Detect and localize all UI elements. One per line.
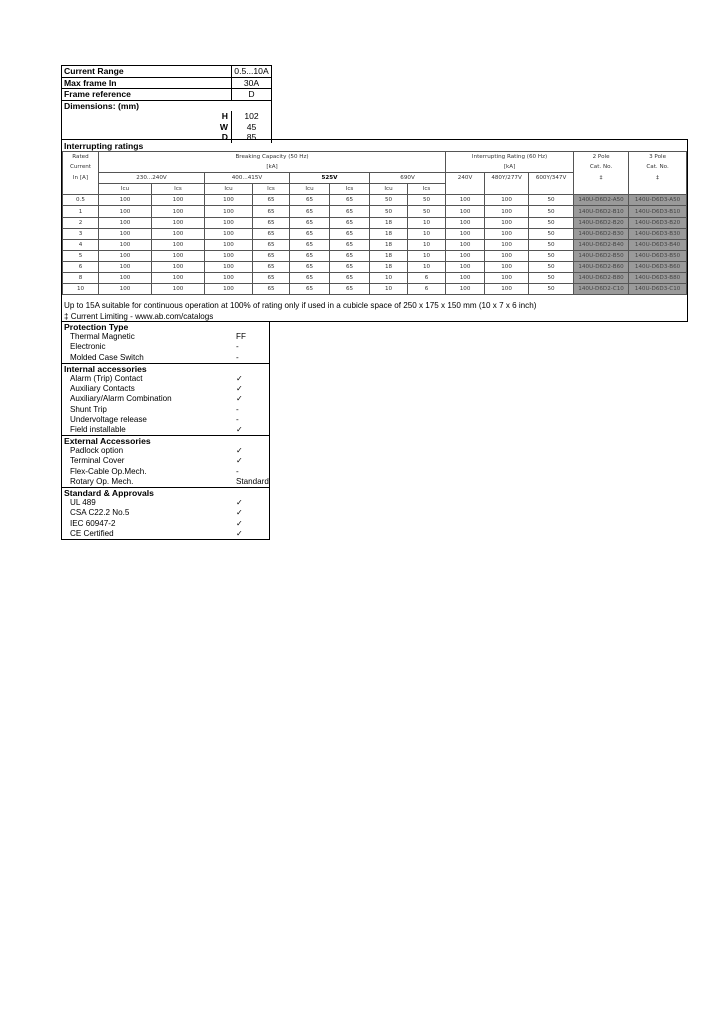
spec-max-frame-row <box>62 78 271 90</box>
voltage-header: 240V <box>446 173 485 195</box>
feature-label: Molded Case Switch <box>70 352 144 362</box>
feature-item <box>62 394 269 404</box>
rating-row <box>63 206 687 217</box>
rating-value-cell: 50 <box>529 261 574 272</box>
rating-value-cell: 100 <box>99 228 152 239</box>
rating-value-cell: 50 <box>529 239 574 250</box>
feature-value: - <box>236 466 239 476</box>
section-title: External Accessories <box>64 436 151 447</box>
rating-value-cell: 65 <box>290 284 330 295</box>
rating-value-cell: 50 <box>529 284 574 295</box>
feature-value: - <box>236 414 239 424</box>
ka-unit: [kA] <box>446 162 574 173</box>
ratings-notes <box>64 301 536 322</box>
rating-row <box>63 284 687 295</box>
rating-value-cell: 65 <box>290 261 330 272</box>
rating-value-cell: 100 <box>99 239 152 250</box>
rating-value-cell: 100 <box>485 284 529 295</box>
rated-header: Rated <box>63 152 99 163</box>
rating-value-cell: 65 <box>253 206 290 217</box>
rating-value-cell: 100 <box>205 250 253 261</box>
feature-value: ✓ <box>236 384 243 394</box>
cat-no-cell: 140U-D6D2-C10 <box>574 284 629 295</box>
cat-no-header: Cat. No. <box>574 162 629 173</box>
cat-no-cell: 140U-D6D3-B40 <box>629 239 687 250</box>
feature-section <box>62 363 269 435</box>
feature-value: - <box>236 352 239 362</box>
rating-value-cell: 100 <box>152 206 205 217</box>
feature-label: Auxiliary Contacts <box>70 384 135 394</box>
rating-value-cell: 100 <box>205 284 253 295</box>
spec-dimensions-row <box>62 101 271 112</box>
rating-value-cell: 100 <box>446 217 485 228</box>
cat-no-cell: 140U-D6D3-B30 <box>629 228 687 239</box>
rating-value-cell: 100 <box>205 273 253 284</box>
rating-value-cell: 50 <box>529 217 574 228</box>
feature-label: Terminal Cover <box>70 456 125 466</box>
rating-value-cell: 100 <box>446 195 485 206</box>
interrupting-ratings-box <box>61 139 688 322</box>
rating-value-cell: 100 <box>446 206 485 217</box>
feature-value: ✓ <box>236 498 243 508</box>
rating-value-cell: 50 <box>370 206 408 217</box>
rating-value-cell: 50 <box>408 195 446 206</box>
sub-header: Icu <box>99 184 152 195</box>
rating-value-cell: 50 <box>529 250 574 261</box>
rating-value-cell: 100 <box>485 239 529 250</box>
rating-value-cell: 100 <box>152 273 205 284</box>
spec-current-range-row <box>62 66 271 78</box>
feature-item <box>62 353 269 363</box>
rating-value-cell: 100 <box>99 284 152 295</box>
features-box <box>61 322 270 540</box>
spec-label: Max frame In <box>62 78 232 89</box>
sub-header: Icu <box>205 184 253 195</box>
ka-unit: [kA] <box>99 162 446 173</box>
voltage-header: 525V <box>290 173 370 184</box>
rating-value-cell: 18 <box>370 250 408 261</box>
feature-value: - <box>236 342 239 352</box>
cat-no-cell: 140U-D6D2-A50 <box>574 195 629 206</box>
rating-value-cell: 65 <box>290 217 330 228</box>
feature-item <box>62 374 269 384</box>
rating-value-cell: 6 <box>408 284 446 295</box>
rating-value-cell: 100 <box>99 217 152 228</box>
rating-value-cell: 65 <box>330 250 370 261</box>
voltage-header: 400...415V <box>205 173 290 184</box>
feature-value: ✓ <box>236 394 243 404</box>
feature-value: Standard <box>236 476 269 486</box>
rated-current-cell: 6 <box>63 261 99 272</box>
breaking-capacity-header: Breaking Capacity (50 Hz) <box>99 152 446 163</box>
rating-value-cell: 100 <box>152 239 205 250</box>
cat-no-cell: 140U-D6D3-B80 <box>629 273 687 284</box>
spec-dim-w <box>62 122 271 133</box>
rating-value-cell: 100 <box>205 206 253 217</box>
ratings-table <box>62 151 687 295</box>
rating-value-cell: 100 <box>446 250 485 261</box>
cat-no-cell: 140U-D6D3-B60 <box>629 261 687 272</box>
spec-value: 30A <box>243 77 260 88</box>
rating-row <box>63 239 687 250</box>
section-title: Protection Type <box>64 322 129 332</box>
dim-label: H <box>62 111 232 122</box>
rating-value-cell: 50 <box>529 273 574 284</box>
sub-header: Ics <box>408 184 446 195</box>
rating-value-cell: 100 <box>205 228 253 239</box>
feature-item <box>62 467 269 477</box>
feature-item <box>62 332 269 342</box>
sub-header: Ics <box>253 184 290 195</box>
rated-current-cell: 10 <box>63 284 99 295</box>
rating-value-cell: 100 <box>485 273 529 284</box>
spec-label: Dimensions: (mm) <box>64 100 139 111</box>
feature-section <box>62 322 269 363</box>
rating-value-cell: 100 <box>446 273 485 284</box>
rating-value-cell: 18 <box>370 261 408 272</box>
rating-value-cell: 65 <box>330 228 370 239</box>
sub-header: Ics <box>330 184 370 195</box>
dagger-mark: ‡ <box>629 173 687 195</box>
cat-no-cell: 140U-D6D2-B20 <box>574 217 629 228</box>
feature-item <box>62 477 269 487</box>
feature-value: ✓ <box>236 518 243 528</box>
feature-value: ✓ <box>236 508 243 518</box>
rating-value-cell: 100 <box>446 239 485 250</box>
rating-value-cell: 100 <box>99 250 152 261</box>
rated-current-cell: 3 <box>63 228 99 239</box>
sub-header: Ics <box>152 184 205 195</box>
rating-value-cell: 65 <box>253 250 290 261</box>
rating-value-cell: 100 <box>99 273 152 284</box>
rating-value-cell: 65 <box>290 228 330 239</box>
rating-value-cell: 10 <box>370 284 408 295</box>
dim-value: 85 <box>246 132 257 142</box>
spec-label: Current Range <box>62 66 232 77</box>
rating-value-cell: 50 <box>370 195 408 206</box>
rating-value-cell: 100 <box>485 250 529 261</box>
rating-value-cell: 10 <box>408 250 446 261</box>
feature-value: ✓ <box>236 446 243 456</box>
rating-value-cell: 50 <box>529 228 574 239</box>
rating-row <box>63 195 687 206</box>
header-row <box>63 162 687 173</box>
rating-value-cell: 100 <box>205 217 253 228</box>
rating-value-cell: 100 <box>152 228 205 239</box>
feature-label: Auxiliary/Alarm Combination <box>70 394 172 404</box>
feature-item <box>62 519 269 529</box>
rated-current-cell: 8 <box>63 273 99 284</box>
pole2-header: 2 Pole <box>574 152 629 163</box>
rated-current-cell: 0.5 <box>63 195 99 206</box>
sub-header: Icu <box>290 184 330 195</box>
spec-value: D <box>248 89 255 99</box>
spec-box <box>61 65 272 143</box>
rating-value-cell: 50 <box>529 195 574 206</box>
rating-row <box>63 217 687 228</box>
rating-value-cell: 65 <box>253 284 290 295</box>
feature-value: ✓ <box>236 456 243 466</box>
dim-label: W <box>62 122 232 133</box>
spec-label: Frame reference <box>62 89 232 100</box>
rating-value-cell: 65 <box>290 250 330 261</box>
rating-value-cell: 100 <box>152 250 205 261</box>
in-header: In [A] <box>63 173 99 184</box>
feature-label: IEC 60947-2 <box>70 518 116 528</box>
rating-value-cell: 65 <box>330 284 370 295</box>
ratings-body <box>63 195 687 295</box>
rating-value-cell: 10 <box>370 273 408 284</box>
feature-label: CSA C22.2 No.5 <box>70 508 130 518</box>
feature-item <box>62 342 269 352</box>
rating-value-cell: 100 <box>205 261 253 272</box>
rating-value-cell: 100 <box>152 217 205 228</box>
rating-value-cell: 65 <box>330 195 370 206</box>
section-title: Standard & Approvals <box>64 488 154 498</box>
rating-value-cell: 100 <box>485 195 529 206</box>
rating-value-cell: 100 <box>99 206 152 217</box>
feature-label: Alarm (Trip) Contact <box>70 373 143 383</box>
rating-value-cell: 18 <box>370 217 408 228</box>
feature-value: ✓ <box>236 424 243 434</box>
current-header: Current <box>63 162 99 173</box>
feature-item <box>62 384 269 394</box>
sub-header: Icu <box>370 184 408 195</box>
rating-value-cell: 100 <box>205 195 253 206</box>
rating-value-cell: 65 <box>253 217 290 228</box>
rating-value-cell: 65 <box>330 261 370 272</box>
feature-label: Rotary Op. Mech. <box>70 476 134 486</box>
voltage-header: 230...240V <box>99 173 205 184</box>
feature-label: CE Certified <box>70 528 114 538</box>
cat-no-cell: 140U-D6D2-B10 <box>574 206 629 217</box>
ratings-title: Interrupting ratings <box>64 141 144 151</box>
rating-value-cell: 100 <box>205 239 253 250</box>
feature-label: Electronic <box>70 342 106 352</box>
cat-no-cell: 140U-D6D2-B50 <box>574 250 629 261</box>
feature-label: Padlock option <box>70 446 124 456</box>
rating-value-cell: 100 <box>152 195 205 206</box>
dim-value: 102 <box>244 111 259 121</box>
feature-item <box>62 456 269 466</box>
rating-row <box>63 273 687 284</box>
feature-value: ✓ <box>236 373 243 383</box>
rated-current-cell: 2 <box>63 217 99 228</box>
rating-value-cell: 65 <box>290 206 330 217</box>
feature-label: Thermal Magnetic <box>70 332 135 342</box>
rated-current-cell: 1 <box>63 206 99 217</box>
section-title: Internal accessories <box>64 363 147 374</box>
rating-value-cell: 6 <box>408 273 446 284</box>
voltage-header: 690V <box>370 173 446 184</box>
rating-row <box>63 250 687 261</box>
cat-no-header: Cat. No. <box>629 162 687 173</box>
feature-value: ✓ <box>236 528 243 538</box>
rating-value-cell: 50 <box>529 206 574 217</box>
spec-value: 0.5...10A <box>234 66 269 76</box>
cubicle-note: Up to 15A suitable for continuous operation at 100% of rating only if used in a cubicle space of 250 x 175 x 150 mm (10 x 7 x 6 inch) <box>64 301 537 310</box>
rating-value-cell: 100 <box>446 261 485 272</box>
rated-current-cell: 4 <box>63 239 99 250</box>
feature-item <box>62 405 269 415</box>
dim-value: 45 <box>246 121 257 132</box>
feature-label: Shunt Trip <box>70 404 107 414</box>
rating-value-cell: 100 <box>485 228 529 239</box>
feature-label: Flex-Cable Op.Mech. <box>70 466 147 476</box>
feature-item <box>62 425 269 435</box>
feature-section <box>62 435 269 487</box>
voltage-header: 480Y/277V <box>485 173 529 195</box>
cat-no-cell: 140U-D6D3-B50 <box>629 250 687 261</box>
voltage-header: 600Y/347V <box>529 173 574 195</box>
feature-item <box>62 529 269 539</box>
rating-value-cell: 65 <box>253 239 290 250</box>
feature-value: - <box>236 404 239 414</box>
rated-current-cell: 5 <box>63 250 99 261</box>
cat-no-cell: 140U-D6D3-C10 <box>629 284 687 295</box>
rating-value-cell: 100 <box>99 195 152 206</box>
rating-value-cell: 10 <box>408 239 446 250</box>
rating-value-cell: 100 <box>99 261 152 272</box>
rating-value-cell: 100 <box>446 228 485 239</box>
cat-no-cell: 140U-D6D2-B60 <box>574 261 629 272</box>
feature-label: Undervoltage release <box>70 414 147 424</box>
rating-value-cell: 100 <box>485 206 529 217</box>
rating-value-cell: 65 <box>290 195 330 206</box>
dagger-mark: ‡ <box>574 173 629 195</box>
rating-value-cell: 65 <box>330 273 370 284</box>
rating-value-cell: 100 <box>152 284 205 295</box>
feature-item <box>62 446 269 456</box>
rating-value-cell: 65 <box>253 228 290 239</box>
pole3-header: 3 Pole <box>629 152 687 163</box>
rating-value-cell: 65 <box>253 261 290 272</box>
spec-dim-h <box>62 111 271 122</box>
cat-no-cell: 140U-D6D3-B10 <box>629 206 687 217</box>
rating-value-cell: 65 <box>253 273 290 284</box>
rating-value-cell: 10 <box>408 217 446 228</box>
feature-label: Field installable <box>70 424 126 434</box>
rating-value-cell: 10 <box>408 228 446 239</box>
feature-value: FF <box>236 332 246 342</box>
rating-value-cell: 65 <box>330 206 370 217</box>
header-row <box>63 173 687 184</box>
rating-row <box>63 261 687 272</box>
rating-value-cell: 65 <box>253 195 290 206</box>
feature-label: UL 489 <box>70 498 96 508</box>
cat-no-cell: 140U-D6D3-B20 <box>629 217 687 228</box>
rating-value-cell: 65 <box>330 239 370 250</box>
rating-value-cell: 18 <box>370 239 408 250</box>
rating-value-cell: 65 <box>290 273 330 284</box>
rating-value-cell: 100 <box>485 261 529 272</box>
feature-item <box>62 508 269 518</box>
spec-frame-ref-row <box>62 89 271 101</box>
rating-value-cell: 100 <box>446 284 485 295</box>
rating-row <box>63 228 687 239</box>
rating-value-cell: 65 <box>290 239 330 250</box>
feature-section <box>62 487 269 539</box>
cat-no-cell: 140U-D6D2-B30 <box>574 228 629 239</box>
cat-no-cell: 140U-D6D2-B80 <box>574 273 629 284</box>
rating-value-cell: 50 <box>408 206 446 217</box>
cat-no-cell: 140U-D6D2-B40 <box>574 239 629 250</box>
rating-value-cell: 100 <box>485 217 529 228</box>
rating-value-cell: 10 <box>408 261 446 272</box>
rating-value-cell: 65 <box>330 217 370 228</box>
feature-item <box>62 415 269 425</box>
cat-no-cell: 140U-D6D3-A50 <box>629 195 687 206</box>
interrupting-rating-header: Interrupting Rating (60 Hz) <box>446 152 574 163</box>
header-row <box>63 152 687 163</box>
rating-value-cell: 100 <box>152 261 205 272</box>
dim-label: D <box>62 132 232 143</box>
current-limiting-note: ‡ Current Limiting - www.ab.com/catalogs <box>64 311 214 321</box>
feature-item <box>62 498 269 508</box>
rating-value-cell: 18 <box>370 228 408 239</box>
